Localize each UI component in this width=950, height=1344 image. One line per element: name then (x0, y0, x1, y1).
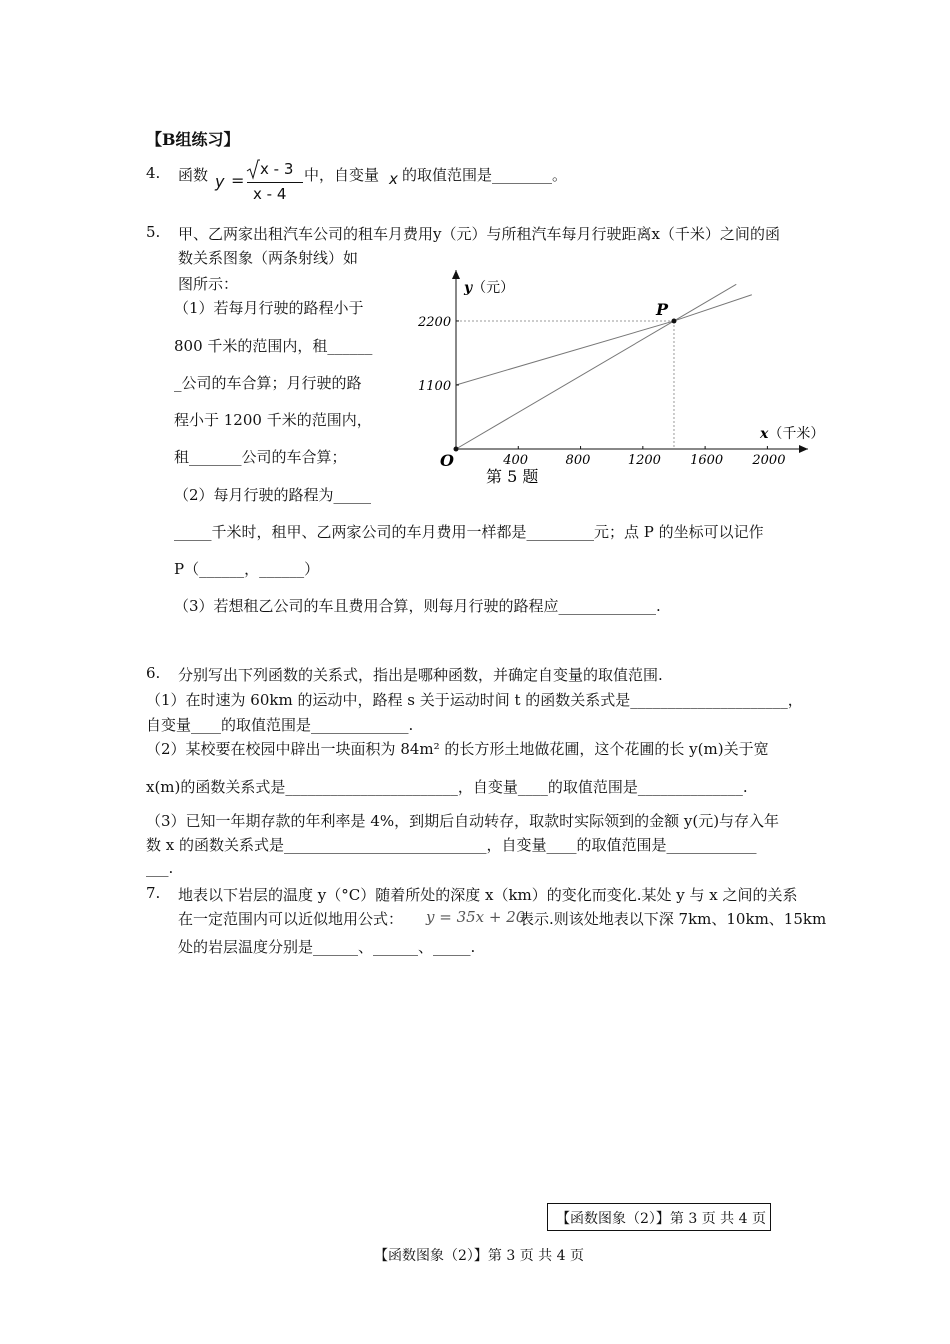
x-tick-label: 2000 (752, 453, 786, 468)
x-tick-label: 1600 (690, 453, 724, 468)
q6-s3c: ___. (146, 859, 174, 877)
q5-p2c: P（______，______） (174, 560, 320, 578)
q6-s1a: （1）在时速为 60km 的运动中，路程 s 关于运动时间 t 的函数关系式是_____________________， (146, 691, 803, 709)
formula-denominator: x - 4 (253, 185, 287, 203)
q5-p1a: （1）若每月行驶的路程小于 (174, 299, 364, 317)
q5-line3: 图所示： (178, 275, 239, 293)
sqrt-icon (246, 158, 260, 180)
q6-s1b: 自变量____的取值范围是_____________. (146, 716, 414, 734)
q7-number: 7. (146, 884, 161, 902)
y-tick-label: 2200 (418, 314, 452, 330)
formula-eq: = (231, 171, 245, 190)
q6-s2a: （2）某校要在校园中辟出一块面积为 84m² 的长方形土地做花圃，这个花圃的长 y(m)关于宽 (146, 740, 769, 758)
ray-line-2 (456, 295, 752, 385)
q7-l2a: 在一定范围内可以近似地用公式： (178, 910, 404, 928)
formula-y: y (215, 172, 225, 191)
q4-lead: 函数 (178, 166, 209, 184)
q7-l2b: 表示.则该处地表以下深 7km、10km、15km (519, 910, 827, 928)
q4-formula (213, 160, 303, 204)
q5-p1e: 租_______公司的车合算； (174, 448, 347, 466)
q5-number: 5. (146, 223, 161, 241)
x-axis-label: x（千米） (760, 426, 825, 442)
q6-number: 6. (146, 664, 161, 682)
point-p (671, 318, 676, 323)
chart-caption: 第 5 题 (486, 467, 539, 486)
y-tick-label: 1100 (418, 378, 452, 394)
q7-formula: y = 35x + 20 (426, 908, 526, 926)
origin-label: O (440, 451, 454, 470)
q7-l1: 地表以下岩层的温度 y（°C）随着所处的深度 x（km）的变化而变化.某处 y 与 x 之间的关系 (178, 886, 798, 904)
q5-p2b: _____千米时，租甲、乙两家公司的车月费用一样都是_________元；点 P 的坐标可以记作 (174, 523, 764, 541)
q5-graph (418, 266, 825, 492)
footer-box (547, 1203, 771, 1231)
fraction-bar (247, 182, 303, 183)
q5-p1b: 800 千米的范围内，租______ (174, 337, 373, 355)
q6-s3a: （3）已知一年期存款的年利率是 4%，到期后自动转存，取款时实际领到的金额 y(元)与存入年 (146, 812, 780, 830)
origin-dot (454, 447, 459, 452)
formula-numerator: x - 3 (260, 160, 294, 178)
x-tick-label: 400 (503, 453, 529, 468)
q5-p1d: 程小于 1200 千米的范围内， (174, 411, 372, 429)
x-tick-label: 800 (565, 453, 591, 468)
q6-intro: 分别写出下列函数的关系式，指出是哪种函数，并确定自变量的取值范围. (178, 666, 663, 684)
y-axis-label: y（元） (464, 280, 515, 296)
footer-box-text: 【函数图象（2）】第 3 页 共 4 页 (556, 1211, 766, 1227)
section-title: 【B组练习】 (146, 130, 240, 149)
q4-tail-var: x (389, 170, 398, 188)
q4-tail2: 的取值范围是________。 (402, 166, 568, 184)
point-label: P (655, 299, 669, 319)
q6-s2b: x(m)的函数关系式是_______________________，自变量____的取值范围是______________. (146, 778, 748, 796)
q4-tail1: 中，自变量 (304, 166, 380, 184)
x-tick-label: 1200 (627, 453, 661, 468)
page-footer: 【函数图象（2）】第 3 页 共 4 页 (374, 1248, 584, 1264)
q5-line2: 数关系图象（两条射线）如 (178, 249, 359, 267)
q5-p3: （3）若想租乙公司的车且费用合算，则每月行驶的路程应_____________. (174, 597, 661, 615)
q5-p1c: _公司的车合算；月行驶的路 (174, 374, 362, 392)
q5-p2a: （2）每月行驶的路程为_____ (174, 486, 372, 504)
q4-number: 4. (146, 164, 161, 182)
q6-s3b: 数 x 的函数关系式是___________________________，自变量____的取值范围是____________ (146, 836, 757, 854)
q5-line1: 甲、乙两家出租汽车公司的租车月费用y（元）与所租汽车每月行驶距离x（千米）之间的函 (178, 225, 780, 243)
q7-l3: 处的岩层温度分别是______、______、_____. (178, 938, 476, 956)
ray-line-1 (456, 284, 736, 449)
